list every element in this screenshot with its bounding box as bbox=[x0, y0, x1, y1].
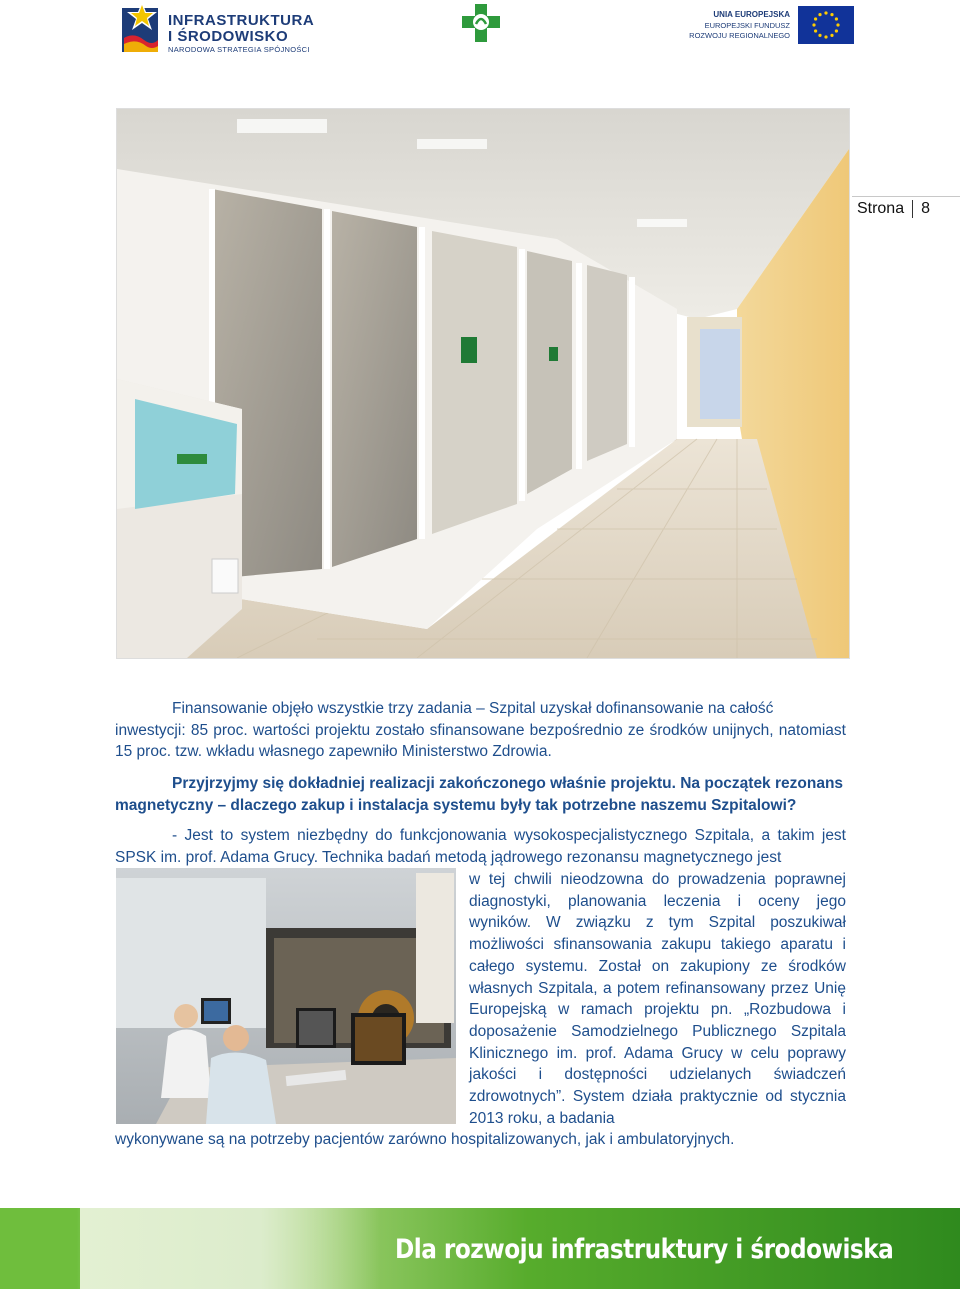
answer-paragraph-wrapped: w tej chwili nieodzowna do prowadzenia poprawnej diagnostyki, planowania leczenia i oceny jego wyników. W związku z tym Szpital poszukiwał możliwości sfinansowania zakupu takiego aparatu i całego systemu. Został on zakupiony ze środków własnych Szpitala, a potem refinansowany przez Unię Europejską w ramach projektu pn. „Rozbudowa i doposażenie Samodzielnego Publicznego Szpitala Klinicznego im. prof. Adama Grucy w celu poprawy jakości i dostępności udzielanych świadczeń zdrowotnych”. System działa praktycznie od stycznia 2013 roku, a badania bbox=[469, 871, 846, 1127]
page-number-value: 8 bbox=[921, 200, 930, 218]
logo-line-3: NARODOWA STRATEGIA SPÓJNOŚCI bbox=[168, 45, 310, 54]
eu-line-3: ROZWOJU REGIONALNEGO bbox=[689, 31, 790, 40]
infrastruktura-srodowisko-logo bbox=[120, 0, 315, 62]
question-line-1: Przyjrzyjmy się dokładniej realizacji zakończonego właśnie projektu. Na początek rezonans bbox=[172, 775, 844, 792]
page-number-rule bbox=[852, 196, 960, 197]
eu-fund-logo bbox=[690, 4, 860, 46]
funding-line-1: Finansowanie objęło wszystkie trzy zadania – Szpital uzyskał dofinansowanie na całość bbox=[172, 700, 774, 717]
page-separator bbox=[912, 200, 913, 218]
hospital-logo bbox=[461, 2, 501, 44]
hospital-cross-icon bbox=[461, 2, 501, 44]
question-line-2: magnetyczny – dlaczego zakup i instalacja systemu były tak potrzebne naszemu Szpitalowi? bbox=[115, 796, 797, 814]
answer-paragraph-top: - Jest to system niezbędny do funkcjonowania wysokospecjalistycznego Szpitala, a takim jest SPSK im. prof. Adama Grucy. Technika badań metodą jądrowego rezonansu magnetycznego jest bbox=[115, 827, 846, 866]
logo-line-1: INFRASTRUKTURA bbox=[168, 12, 315, 29]
nss-star-icon bbox=[122, 2, 160, 54]
interview-question bbox=[115, 773, 846, 816]
answer-paragraph-last-line: wykonywane są na potrzeby pacjentów zarówno hospitalizowanych, jak i ambulatoryjnych. bbox=[115, 1131, 735, 1148]
page-label: Strona bbox=[856, 200, 905, 218]
logo-line-2: I ŚRODOWISKO bbox=[168, 28, 289, 45]
page-number bbox=[857, 200, 930, 218]
corridor-photo bbox=[116, 108, 850, 659]
funding-paragraph bbox=[115, 698, 846, 763]
footer-highlight bbox=[80, 1208, 380, 1289]
eu-line-2: EUROPEJSKI FUNDUSZ bbox=[704, 21, 790, 30]
eu-flag-icon bbox=[798, 6, 854, 44]
funding-rest: inwestycji: 85 proc. wartości projektu zostało sfinansowane bezpośrednio ze środków unijnych, natomiast 15 proc. tzw. wkładu własnego zapewniło Ministerstwo Zdrowia. bbox=[115, 721, 846, 761]
footer-slogan: Dla rozwoju infrastruktury i środowiska bbox=[395, 1234, 894, 1265]
mri-control-room-photo bbox=[116, 868, 456, 1124]
eu-line-1: UNIA EUROPEJSKA bbox=[713, 10, 790, 19]
